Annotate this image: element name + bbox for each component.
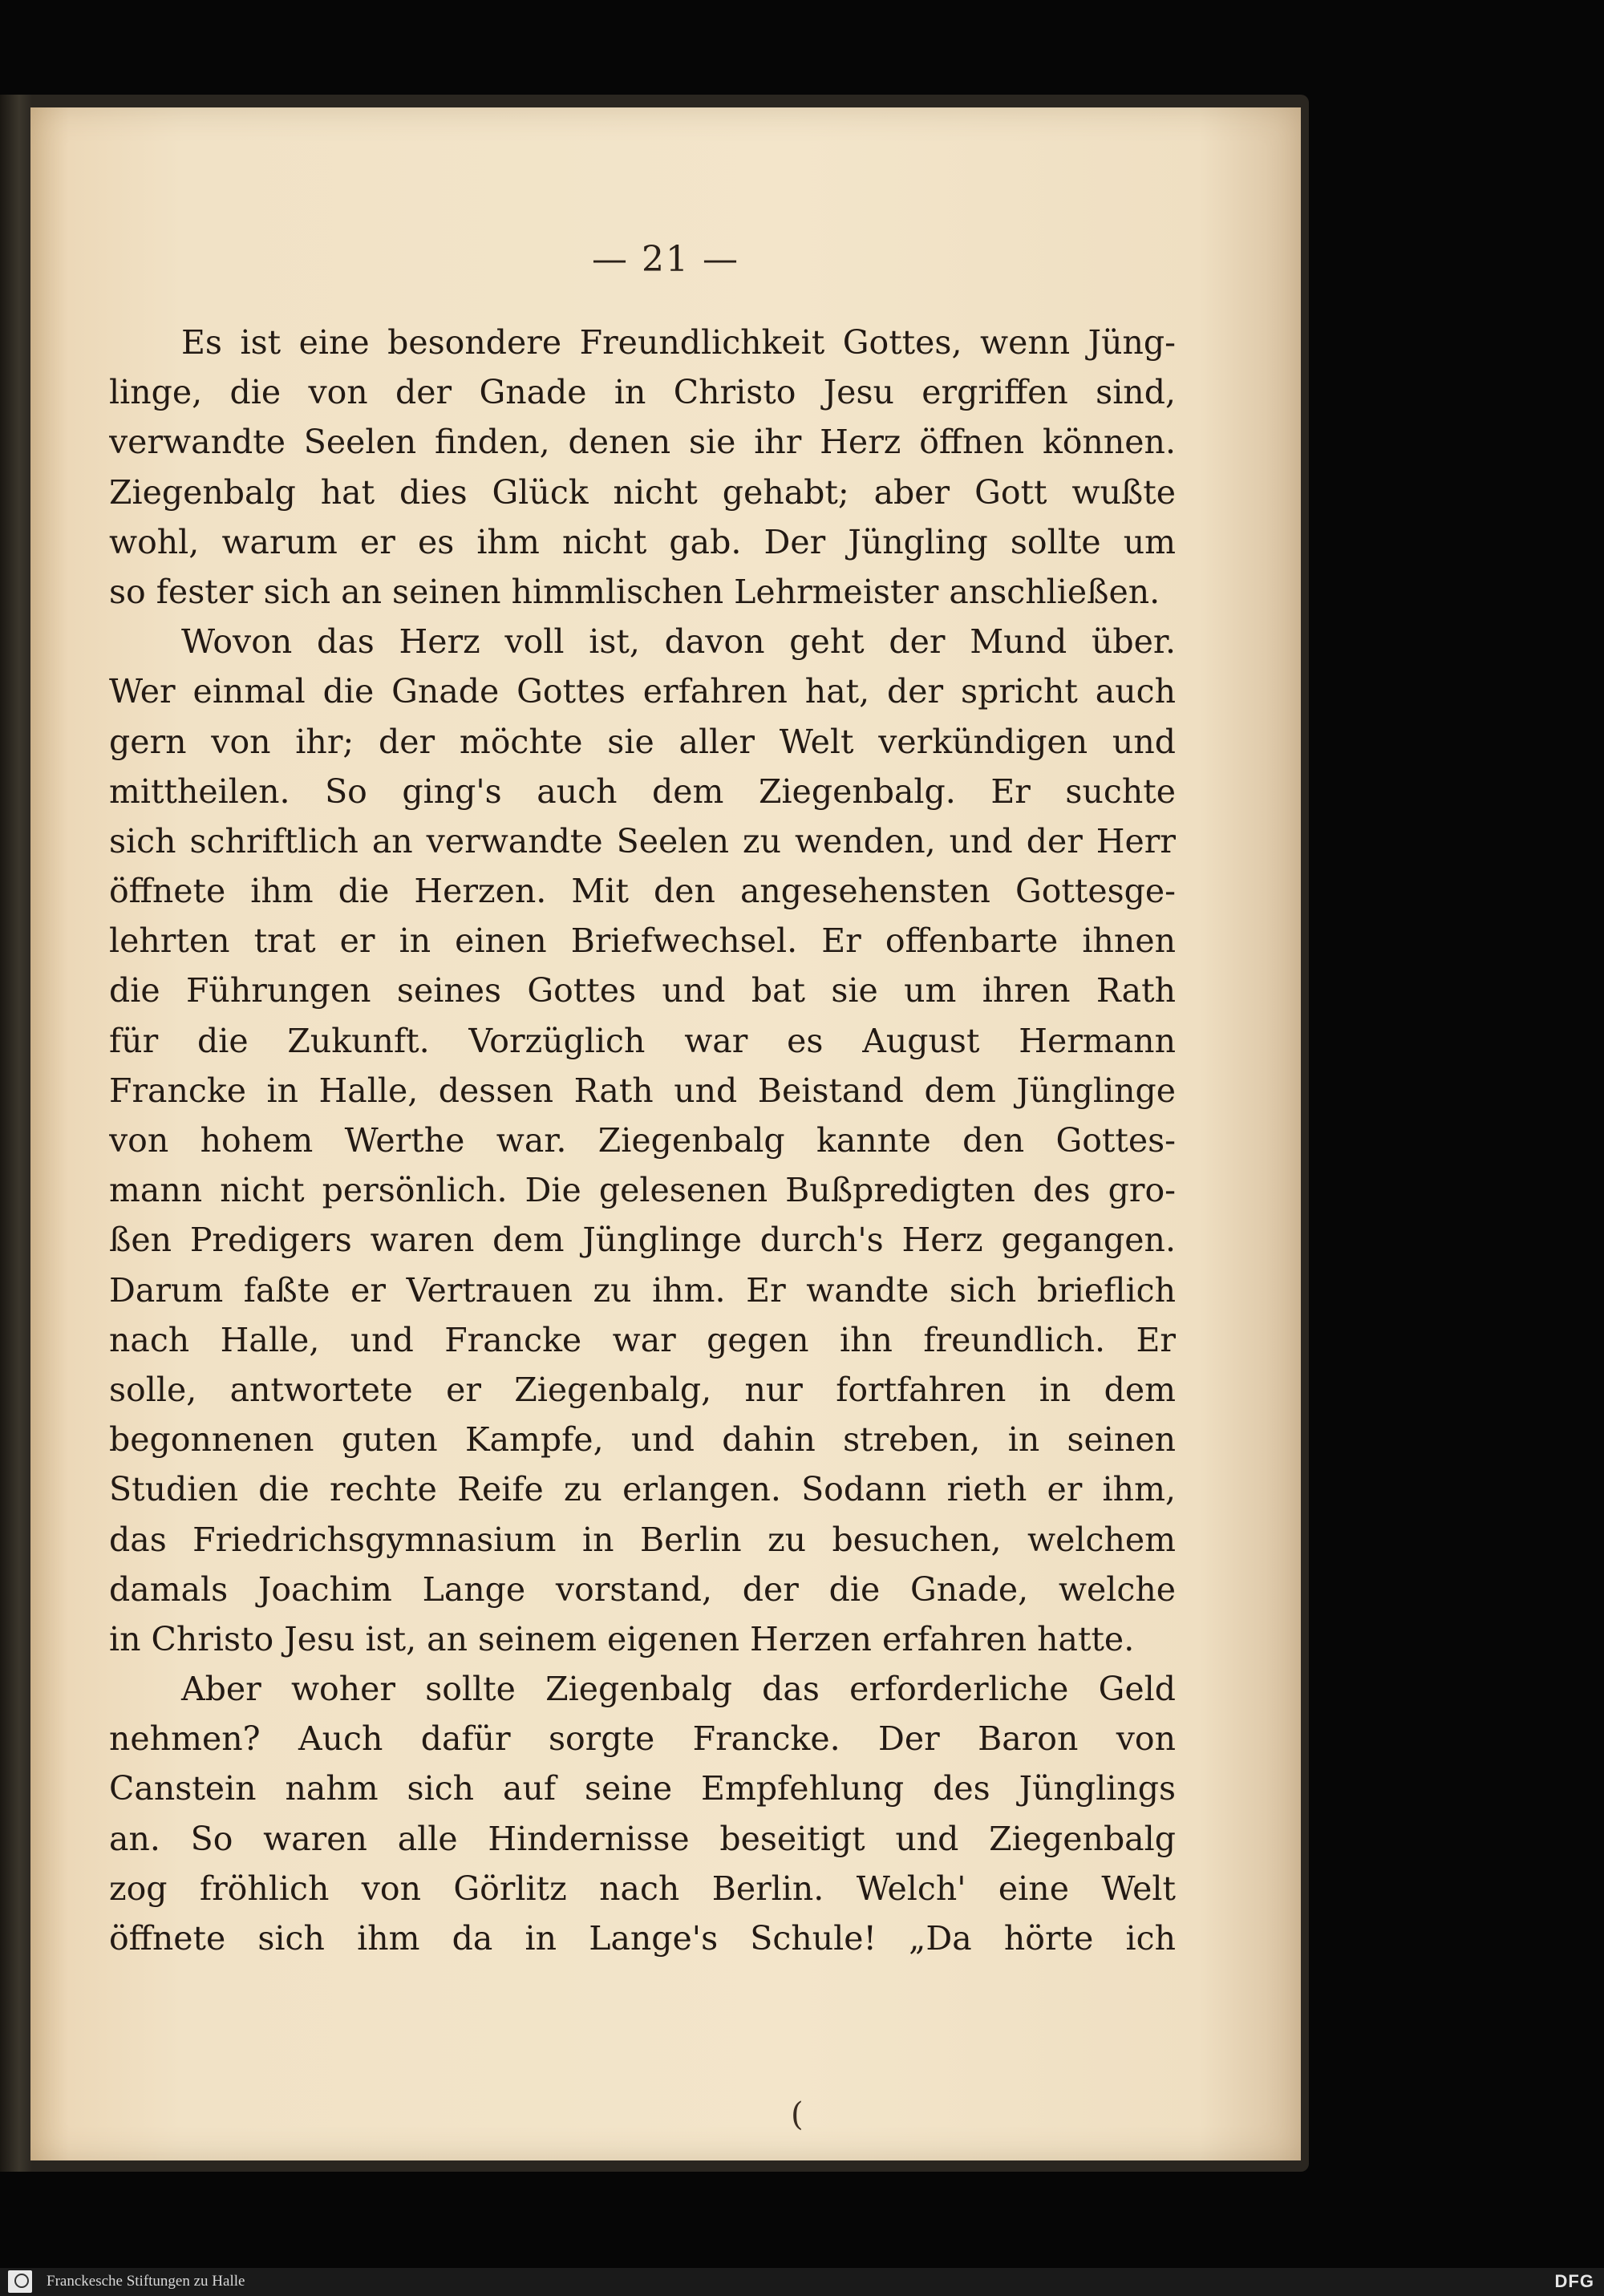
text-line: wohl, warum er es ihm nicht gab. Der Jüngling sollte um [109,522,1176,561]
text-line: an. So waren alle Hindernisse beseitigt und Ziegenbalg [109,1819,1176,1858]
text-line: Francke in Halle, dessen Rath und Beistand dem Jünglinge [109,1071,1176,1110]
page-bottom-mark: ( [791,2096,804,2133]
text-line: öffnete ihm die Herzen. Mit den angesehensten Gottesge- [109,872,1176,911]
text-line: linge, die von der Gnade in Christo Jesu ergriffen sind, [109,373,1176,412]
text-line: damals Joachim Lange vorstand, der die Gnade, welche [109,1569,1176,1609]
text-line: Studien die rechte Reife zu erlangen. Sodann rieth er ihm, [109,1470,1176,1509]
text-line: von hohem Werthe war. Ziegenbalg kannte den Gottes- [109,1121,1176,1160]
text-line: öffnete sich ihm da in Lange's Schule! „Da hörte ich [109,1919,1176,1958]
page-text-block [109,318,1176,1963]
text-line: Canstein nahm sich auf seine Empfehlung des Jünglings [109,1769,1176,1808]
text-line: nach Halle, und Francke war gegen ihn freundlich. Er [109,1320,1176,1359]
text-line: zog fröhlich von Görlitz nach Berlin. Welch' eine Welt [109,1869,1176,1908]
book-page [30,107,1301,2160]
text-line: mittheilen. So ging's auch dem Ziegenbalg. Er suchte [109,771,1176,811]
text-line: gern von ihr; der möchte sie aller Welt verkündigen und [109,722,1176,761]
text-line: begonnenen guten Kampfe, und dahin streben, in seinen [109,1420,1176,1460]
text-line: das Friedrichsgymnasium in Berlin zu besuchen, welchem [109,1520,1176,1559]
text-line: Es ist eine besondere Freundlichkeit Gottes, wenn Jüng- [181,323,1176,362]
text-line: für die Zukunft. Vorzüglich war es August Hermann [109,1021,1176,1060]
dfg-logo: DFG [1554,2271,1594,2291]
book-spine-edge [0,95,32,2172]
institution-label: Franckesche Stiftungen zu Halle [47,2273,245,2290]
text-line: Aber woher sollte Ziegenbalg das erforderliche Geld [181,1670,1176,1709]
text-line: ßen Predigers waren dem Jünglinge durch's Herz gegangen. [109,1221,1176,1260]
text-line: Wer einmal die Gnade Gottes erfahren hat, der spricht auch [109,672,1176,711]
text-line: solle, antwortete er Ziegenbalg, nur fortfahren in dem [109,1370,1176,1409]
text-line: lehrten trat er in einen Briefwechsel. Er offenbarte ihnen [109,921,1176,961]
page-number: — 21 — [592,239,739,280]
text-line: Ziegenbalg hat dies Glück nicht gehabt; aber Gott wußte [109,472,1176,512]
text-line: mann nicht persönlich. Die gelesenen Bußpredigten des gro- [109,1171,1176,1210]
text-line: in Christo Jesu ist, an seinem eigenen Herzen erfahren hatte. [109,1619,1135,1658]
text-line: verwandte Seelen finden, denen sie ihr Herz öffnen können. [109,423,1176,462]
text-line: sich schriftlich an verwandte Seelen zu wenden, und der Herr [109,821,1176,860]
viewer-footer [0,2268,1604,2296]
text-line: Wovon das Herz voll ist, davon geht der Mund über. [181,622,1176,662]
text-line: nehmen? Auch dafür sorgte Francke. Der Baron von [109,1719,1176,1759]
institution-logo-icon [8,2270,32,2293]
text-line: die Führungen seines Gottes und bat sie um ihren Rath [109,971,1176,1010]
text-line: Darum faßte er Vertrauen zu ihm. Er wandte sich brieflich [109,1270,1176,1310]
text-line: so fester sich an seinen himmlischen Lehrmeister anschließen. [109,572,1160,611]
